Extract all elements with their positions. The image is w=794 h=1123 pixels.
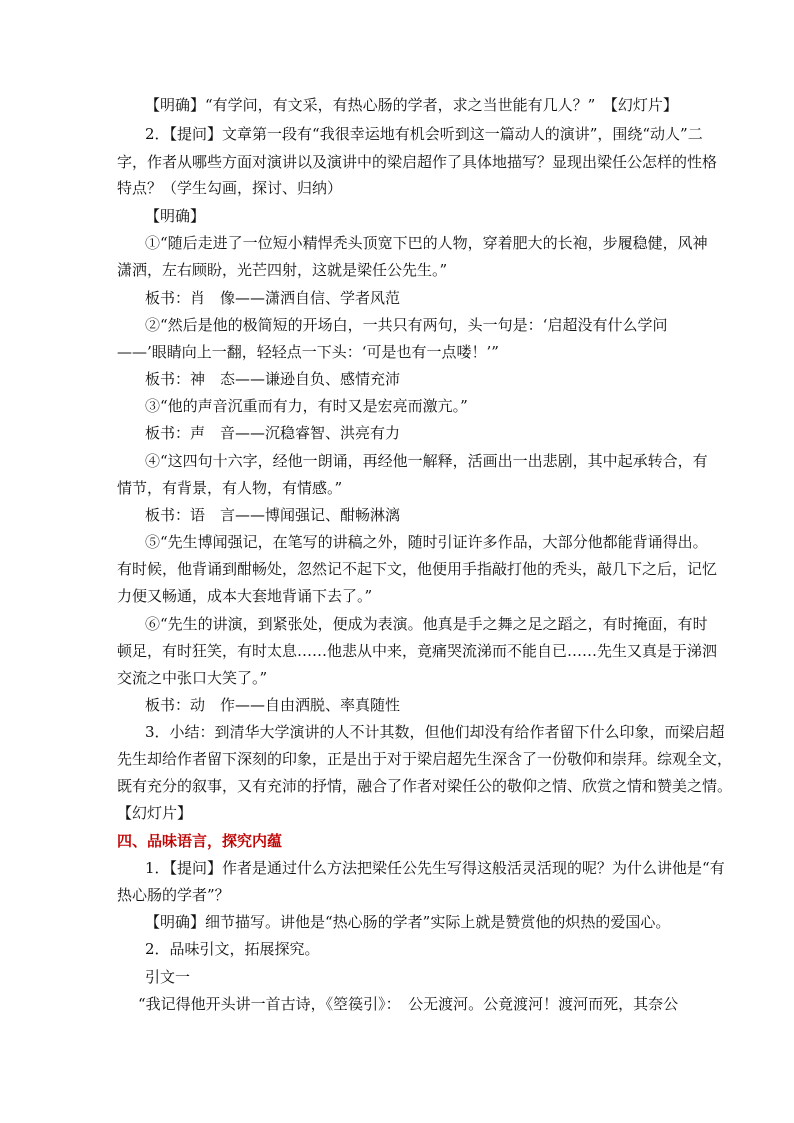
text-line: 板书：神 态——谦逊自负、感情充沛 — [145, 370, 401, 388]
text-line: 【明确】 — [145, 207, 206, 225]
text-line: 板书：动 作——自由洒脱、率真随性 — [145, 696, 401, 714]
subheading: 引文一 — [145, 968, 191, 986]
text-line: 先生却给作者留下深刻的印象，正是出于对于梁启超先生深含了一份敬仰和崇拜。综观全文， — [117, 750, 733, 768]
text-line: 热心肠的学者”？ — [117, 886, 230, 904]
text-line: ④“这四句十六字，经他一朗诵，再经他一解释，活画出一出悲剧，其中起承转合，有 — [145, 452, 708, 470]
text-line: 2．品味引文，拓展探究。 — [145, 940, 320, 958]
text-line: “我记得他开头讲一首古诗，《箜篌引》： 公无渡河。公竟渡河！渡河而死，其奈公 — [138, 995, 679, 1013]
text-line: ②“然后是他的极简短的开场白，一共只有两句，头一句是：‘启超没有什么学问 — [145, 316, 668, 334]
text-line: 板书：语 言——博闻强记、酣畅淋漓 — [145, 506, 401, 524]
text-line: 2．【提问】文章第一段有“我很幸运地有机会听到这一篇动人的演讲”，围绕“动人”二 — [145, 125, 703, 143]
text-line: 顿足，有时狂笑，有时太息……他悲从中来，竟痛哭流涕而不能自已……先生又真是于涕泗 — [117, 642, 718, 660]
text-line: 板书：肖 像——潇洒自信、学者风范 — [145, 289, 401, 307]
text-line: 1．【提问】作者是通过什么方法把梁任公先生写得这般活灵活现的呢？为什么讲他是“有 — [145, 859, 725, 877]
text-line: 交流之中张口大笑了。” — [117, 669, 268, 687]
text-line: 潇洒，左右顾盼，光芒四射，这就是梁任公先生。” — [117, 261, 448, 279]
text-line: 板书：声 音——沉稳睿智、洪亮有力 — [145, 424, 401, 442]
text-line: ——’眼睛向上一翻，轻轻点一下头：‘可是也有一点喽！’” — [117, 343, 499, 361]
text-line: ①“随后走进了一位短小精悍秃头顶宽下巴的人物，穿着肥大的长袍，步履稳健，风神 — [145, 234, 708, 252]
text-line: ③“他的声音沉重而有力，有时又是宏亮而激亢。” — [145, 397, 468, 415]
text-line: 3．小结：到清华大学演讲的人不计其数，但他们却没有给作者留下什么印象，而梁启超 — [145, 723, 725, 741]
text-line: 【明确】细节描写。讲他是“热心肠的学者”实际上就是赞赏他的炽热的爱国心。 — [145, 913, 671, 931]
text-line: ⑤“先生博闻强记，在笔写的讲稿之外，随时引证许多作品，大部分他都能背诵得出。 — [145, 533, 708, 551]
text-line: 字，作者从哪些方面对演讲以及演讲中的梁启超作了具体地描写？显现出梁任公怎样的性格 — [117, 153, 718, 171]
text-line: 既有充分的叙事，又有充沛的抒情，融合了作者对梁任公的敬仰之情、欣赏之情和赞美之情。 — [117, 777, 733, 795]
text-line: 力便又畅通，成本大套地背诵下去了。” — [117, 587, 373, 605]
text-line: 特点？（学生勾画，探讨、归纳） — [117, 179, 343, 197]
text-line: 情节，有背景，有人物，有情感。” — [117, 479, 343, 497]
text-line: 【明确】“有学问，有文采，有热心肠的学者，求之当世能有几人？” 【幻灯片】 — [145, 96, 678, 114]
text-line: 有时候，他背诵到酣畅处，忽然记不起下文，他便用手指敲打他的秃头，敲几下之后，记忆 — [117, 560, 718, 578]
text-line: 【幻灯片】 — [117, 804, 193, 822]
section-heading: 四、品味语言，探究内蕴 — [117, 832, 283, 850]
text-line: ⑥“先生的讲演，到紧张处，便成为表演。他真是手之舞之足之蹈之，有时掩面，有时 — [145, 615, 708, 633]
